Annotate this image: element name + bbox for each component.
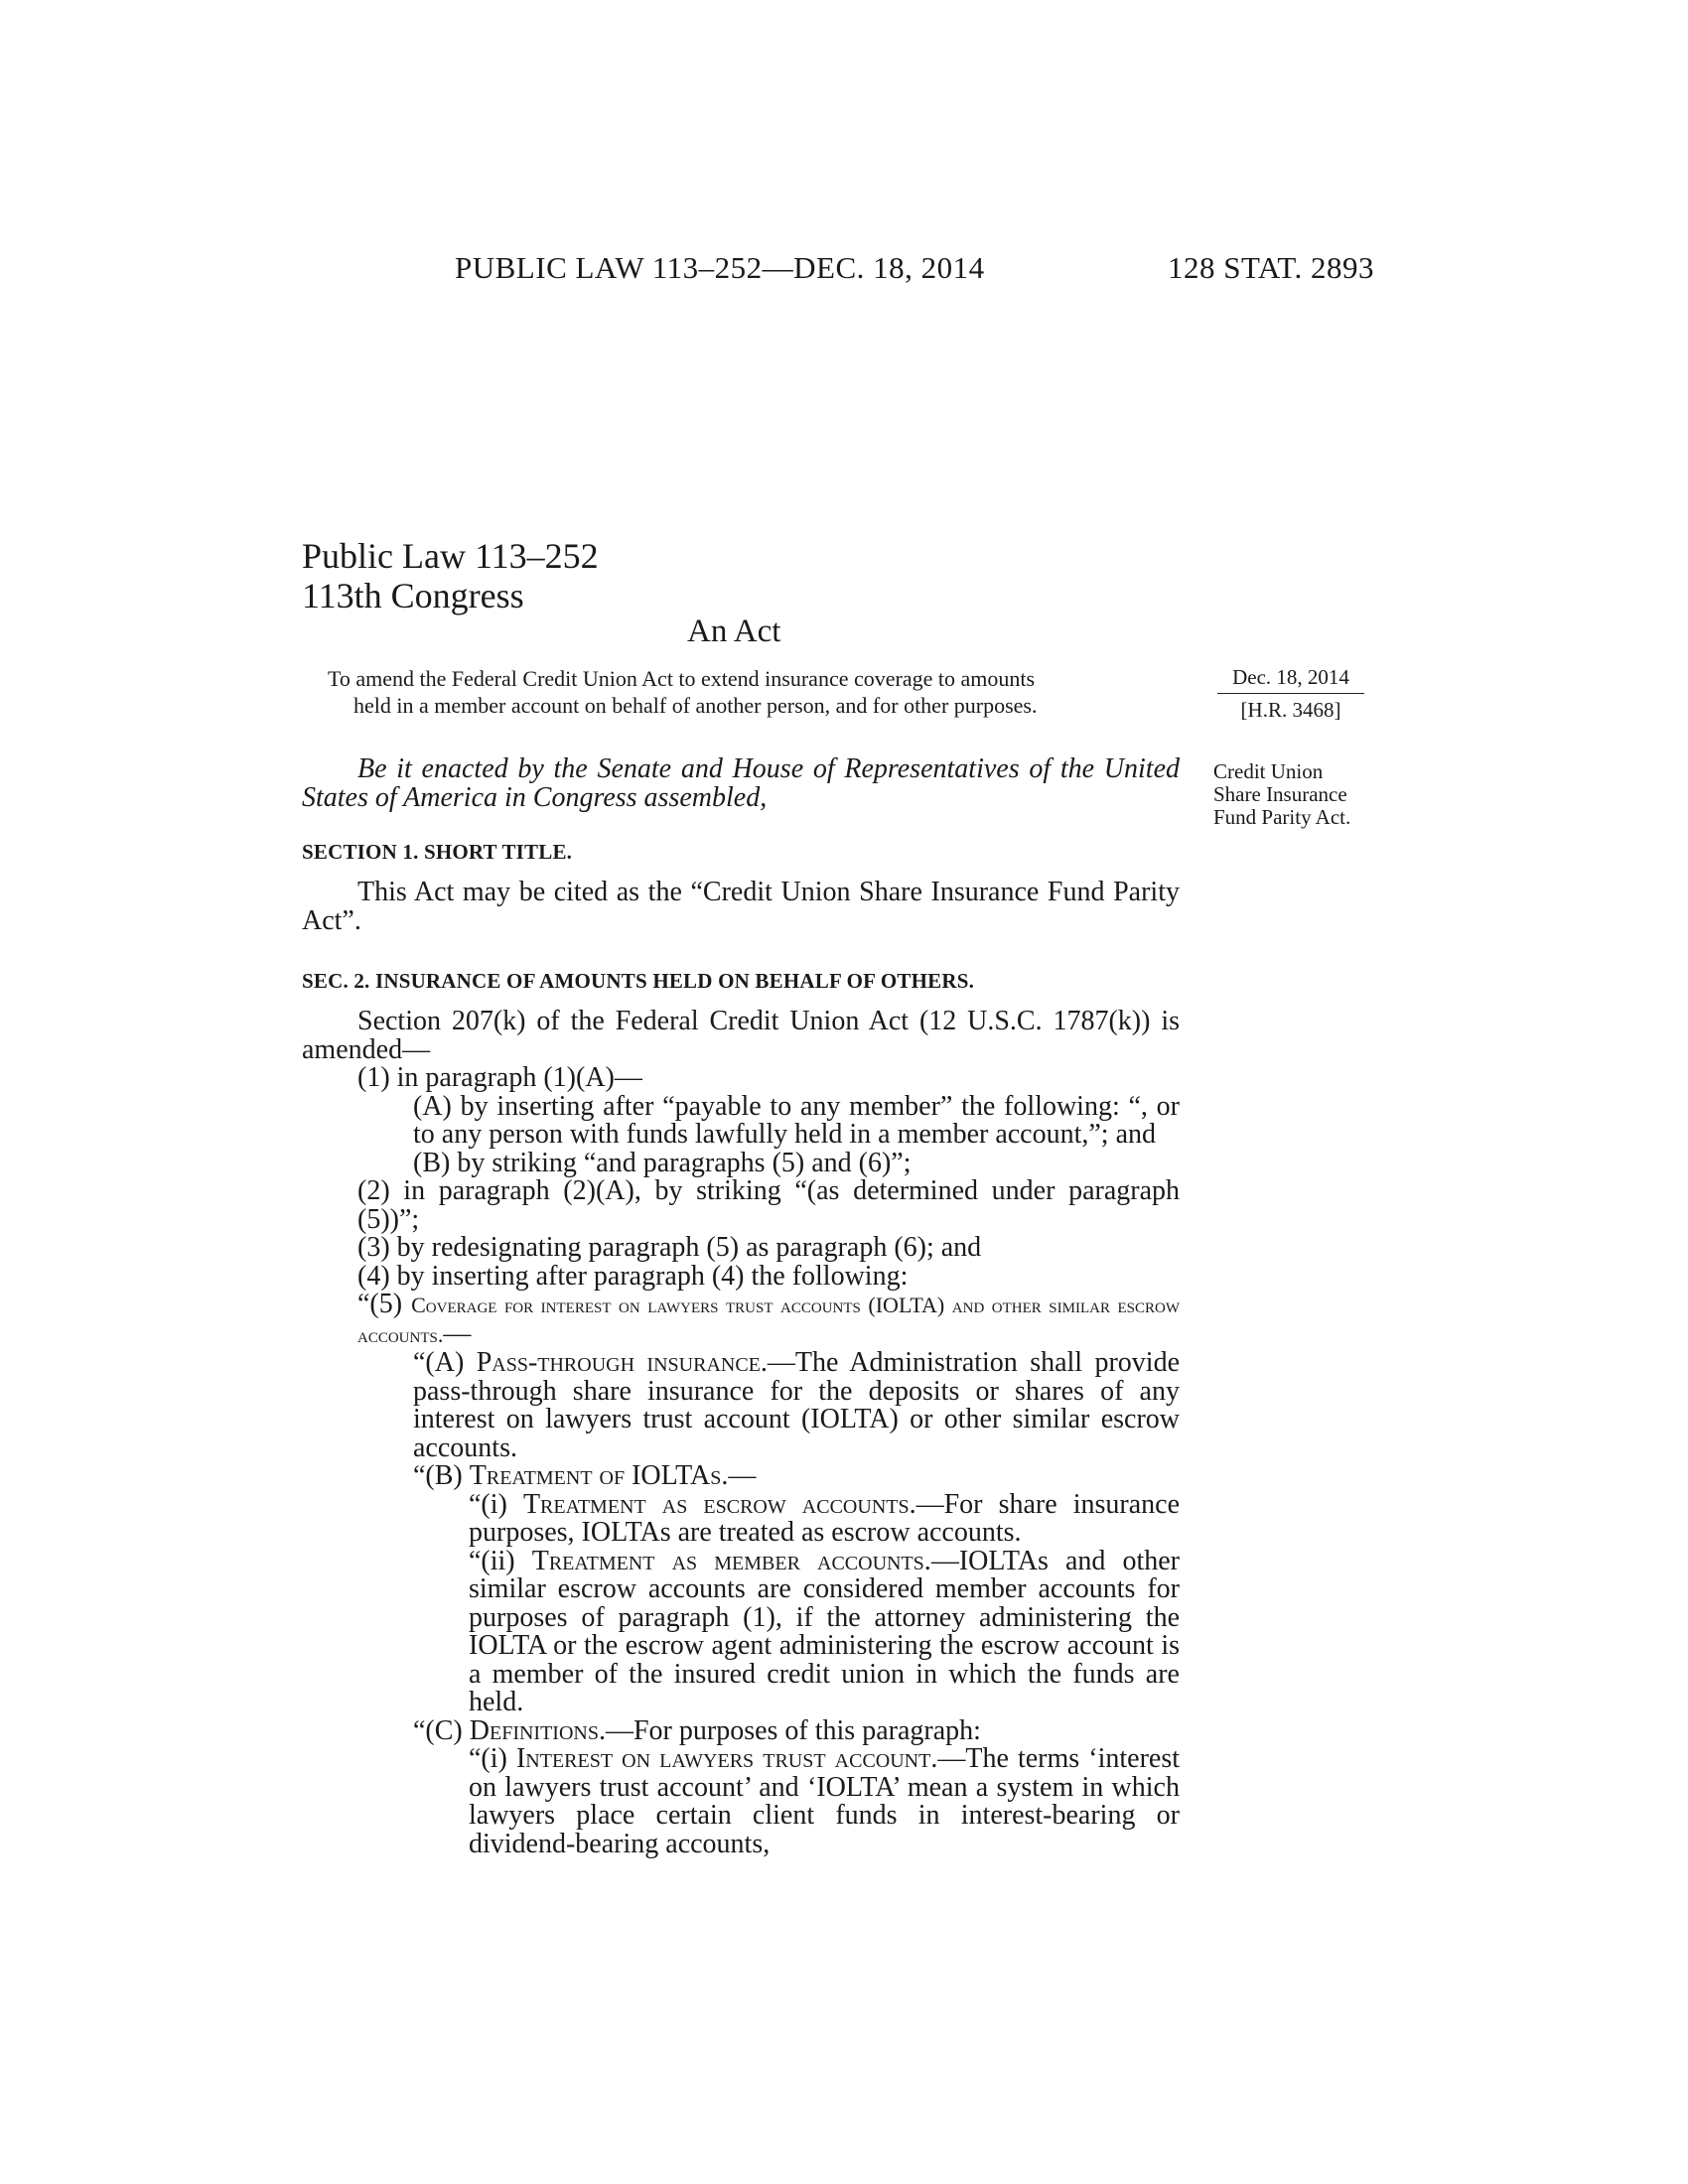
- caption: Treatment as escrow accounts.: [522, 1488, 916, 1520]
- act-heading: An Act: [687, 614, 781, 649]
- paragraph-2: (2) in paragraph (2)(A), by striking “(as determined under paragraph (5))”;: [357, 1175, 1180, 1235]
- section-1-text: This Act may be cited as the “Credit Union Share Insurance Fund Parity Act”.: [302, 877, 1180, 936]
- section-2-heading: SEC. 2. INSURANCE OF AMOUNTS HELD ON BEHALF OF OTHERS.: [302, 969, 975, 993]
- enum: “(ii): [469, 1545, 532, 1576]
- enum: “(A): [413, 1347, 477, 1378]
- quoted-subparagraph-C: [302, 1714, 1180, 1746]
- caption: Interest on lawyers trust account.: [515, 1743, 938, 1774]
- text: —For purposes of this paragraph:: [605, 1714, 981, 1746]
- purpose-statement: [302, 665, 1180, 719]
- running-header-page: 128 STAT. 2893: [1167, 250, 1374, 285]
- margin-note-line: Share Insurance: [1213, 782, 1347, 806]
- enum: “(i): [469, 1743, 516, 1774]
- caption: Treatment as member accounts.: [531, 1545, 931, 1576]
- text: —The Administration shall provide pass-through share insurance for the deposits or shares of any interest on lawyers trust account (IOLTA) or other similar escrow accounts.: [413, 1347, 1180, 1463]
- caption: Coverage for interest on lawyers trust accounts (IOLTA) and other similar escrow accounts.: [357, 1293, 1181, 1347]
- quoted-clause-B-ii: [302, 1545, 1181, 1717]
- enum: “(5): [357, 1289, 412, 1319]
- text: —For share insurance purposes, IOLTAs are treated as escrow accounts.: [469, 1488, 1181, 1548]
- margin-note-line: Credit Union: [1213, 759, 1324, 783]
- bill-number: [H.R. 3468]: [1240, 698, 1341, 722]
- enum: “(B): [413, 1460, 470, 1491]
- purpose-line: To amend the Federal Credit Union Act to extend insurance coverage to amounts: [328, 666, 1036, 691]
- paragraph-3: (3) by redesignating paragraph (5) as paragraph (6); and: [357, 1232, 982, 1263]
- margin-short-title-note: [1213, 760, 1382, 829]
- section-2-intro: Section 207(k) of the Federal Credit Union Act (12 U.S.C. 1787(k)) is amended—: [302, 1006, 1180, 1065]
- paragraph-1: (1) in paragraph (1)(A)—: [357, 1062, 642, 1093]
- paragraph-4: (4) by inserting after paragraph (4) the following:: [357, 1260, 909, 1292]
- enum: “(i): [469, 1488, 523, 1520]
- section-1-heading: SECTION 1. SHORT TITLE.: [302, 840, 573, 864]
- subparagraph-1A: (A) by inserting after “payable to any member” the following: “, or to any person with funds lawfully held in a member account,”; and: [413, 1090, 1180, 1150]
- caption: Treatment of IOLTAs.: [469, 1460, 729, 1491]
- text: —The terms ‘interest on lawyers trust account’ and ‘IOLTA’ mean a system in which lawyers place certain client funds in interest-bearing or dividend-bearing accounts,: [469, 1743, 1181, 1859]
- quoted-clause-C-i: [302, 1745, 1180, 1858]
- quoted-subparagraph-B: [302, 1462, 1180, 1491]
- caption: Pass-through insurance.: [476, 1347, 768, 1378]
- public-law-number: Public Law 113–252: [302, 536, 599, 576]
- enacting-clause: Be it enacted by the Senate and House of Representatives of the United States of America in Congress assembled,: [302, 753, 1180, 813]
- margin-date-block: [1211, 663, 1370, 724]
- law-title-block: [302, 536, 599, 615]
- quoted-subparagraph-A: [302, 1349, 1180, 1462]
- running-header-law: PUBLIC LAW 113–252—DEC. 18, 2014: [455, 250, 985, 285]
- dash: —: [728, 1460, 757, 1491]
- act-body: [302, 665, 1180, 1858]
- subparagraph-1B: (B) by striking “and paragraphs (5) and (6)”;: [413, 1147, 912, 1178]
- enactment-date: Dec. 18, 2014: [1232, 665, 1349, 689]
- quoted-paragraph-5: [302, 1291, 1180, 1349]
- congress-number: 113th Congress: [302, 576, 524, 615]
- caption: Definitions.: [469, 1714, 606, 1746]
- margin-note-line: Fund Parity Act.: [1213, 805, 1351, 829]
- quoted-clause-B-i: [302, 1488, 1181, 1548]
- dash: —: [443, 1317, 472, 1349]
- text: —IOLTAs and other similar escrow accounts are considered member accounts for purposes of paragraph (1), if the attorney administering the IOLTA or the escrow agent administering the escrow account is a member of the insured credit union in which the funds are held.: [469, 1545, 1181, 1717]
- enum: “(C): [413, 1714, 470, 1746]
- margin-rule: [1217, 693, 1364, 694]
- purpose-line: held in a member account on behalf of another person, and for other purposes.: [353, 693, 1038, 718]
